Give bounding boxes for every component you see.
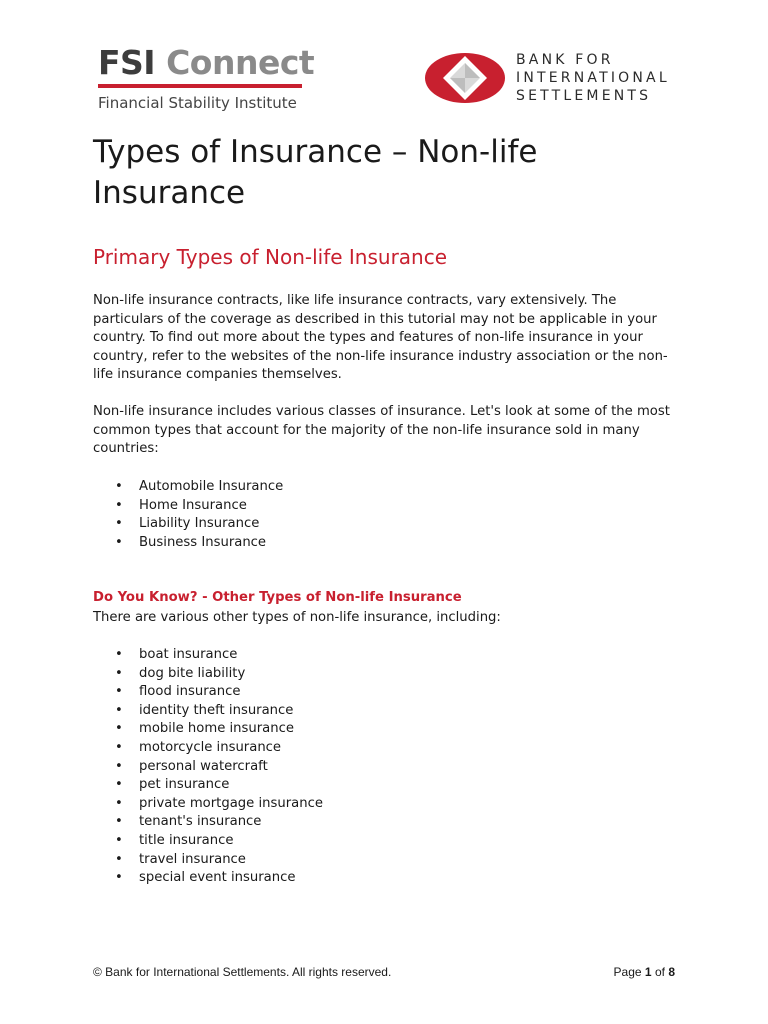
list-item: • special event insurance bbox=[93, 869, 323, 888]
bis-logo-line2: INTERNATIONAL bbox=[516, 70, 670, 86]
list-item: • Home Insurance bbox=[93, 497, 283, 516]
bis-logo bbox=[424, 50, 684, 106]
list-item: • pet insurance bbox=[93, 776, 323, 795]
do-you-know-intro: There are various other types of non-life insurance, including: bbox=[93, 610, 501, 625]
fsi-logo-underline bbox=[98, 84, 302, 88]
page-of: of bbox=[654, 965, 665, 979]
page-current: 1 bbox=[644, 965, 652, 979]
list-item: • tenant's insurance bbox=[93, 813, 323, 832]
list-item: • private mortgage insurance bbox=[93, 795, 323, 814]
copyright-text: © Bank for International Settlements. All rights reserved. bbox=[93, 965, 392, 979]
fsi-logo-subtitle: Financial Stability Institute bbox=[98, 94, 297, 112]
list-item: • mobile home insurance bbox=[93, 720, 323, 739]
bis-logo-line3: SETTLEMENTS bbox=[516, 88, 652, 104]
list-item: • boat insurance bbox=[93, 646, 323, 665]
document-title: Types of Insurance – Non-life Insurance bbox=[93, 134, 538, 211]
list-item: • title insurance bbox=[93, 832, 323, 851]
list-item: • dog bite liability bbox=[93, 665, 323, 684]
bis-logo-text bbox=[516, 51, 670, 105]
list-item: • travel insurance bbox=[93, 851, 323, 870]
page-total: 8 bbox=[668, 965, 675, 979]
fsi-logo-connect: Connect bbox=[166, 43, 315, 82]
list-item: • Automobile Insurance bbox=[93, 478, 283, 497]
intro-paragraph: Non-life insurance contracts, like life insurance contracts, vary extensively. The particulars of the coverage as described in this tutorial may not be applicable in your country. To find out more about the types and features of non-life insurance in your country, refer to the websites of the non-life insurance industry association or the non-life insurance companies themselves. bbox=[93, 293, 668, 383]
bis-logo-line1: BANK FOR bbox=[516, 52, 614, 68]
other-types-list bbox=[93, 646, 323, 888]
primary-types-list bbox=[93, 478, 283, 552]
list-item: • motorcycle insurance bbox=[93, 739, 323, 758]
fsi-connect-logo bbox=[98, 43, 315, 112]
page-label: Page bbox=[613, 965, 642, 979]
do-you-know-heading: Do You Know? - Other Types of Non-life Insurance bbox=[93, 590, 462, 605]
list-item: • Liability Insurance bbox=[93, 515, 283, 534]
list-item: • Business Insurance bbox=[93, 534, 283, 553]
fsi-logo-wordmark bbox=[98, 43, 315, 82]
list-item: • flood insurance bbox=[93, 683, 323, 702]
page-number bbox=[614, 965, 675, 979]
bis-emblem-icon bbox=[424, 52, 506, 104]
section-title: Primary Types of Non-life Insurance bbox=[93, 245, 448, 269]
list-item: • personal watercraft bbox=[93, 758, 323, 777]
classes-paragraph: Non-life insurance includes various classes of insurance. Let's look at some of the most common types that account for the majority of the non-life insurance sold in many countries: bbox=[93, 404, 670, 457]
list-item: • identity theft insurance bbox=[93, 702, 323, 721]
fsi-logo-fsi: FSI bbox=[98, 43, 156, 82]
